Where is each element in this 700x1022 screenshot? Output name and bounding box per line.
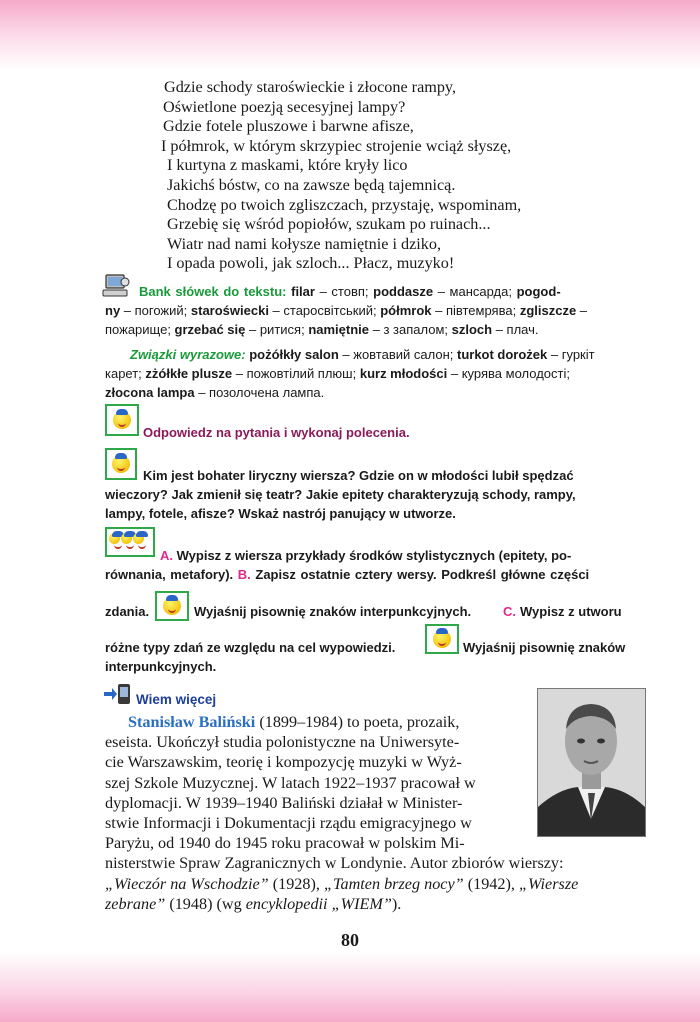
book-title: „Wieczór na Wschodzie”	[105, 874, 269, 893]
word-collocations	[105, 345, 643, 402]
source-citation: encyklopedii „WIEM”	[245, 894, 392, 913]
bio-text: (1928),	[268, 874, 324, 893]
bio-text: (1948) (wg	[165, 894, 246, 913]
vocab-translation: – погожий;	[120, 303, 191, 318]
bio-line: eseista. Ukończył studia polonistyczne na Uniwersyte-	[105, 733, 460, 752]
task-c-text: Wypisz z utworu	[520, 604, 622, 619]
wiem-wiecej-heading: Wiem więcej	[136, 692, 217, 707]
vocab-line-2	[105, 301, 643, 320]
glasses-smiley-icon	[105, 404, 139, 436]
vocab-translation: – плач.	[492, 322, 539, 337]
task-b-text: Zapisz ostatnie cztery wersy. Podkreśl główne części	[255, 567, 590, 582]
computer-icon	[102, 273, 132, 301]
task-c-text-4: interpunkcyjnych.	[105, 659, 217, 674]
vocab-line-1	[291, 284, 561, 299]
vocab-translation: – пожовтілий плюш;	[232, 366, 360, 381]
poem-line: Jakichś bóstw, co na zawsze będą tajemnicą.	[167, 175, 456, 194]
page-number: 80	[341, 930, 359, 950]
vocab-term: kurz młodości	[359, 366, 448, 381]
vocab-term: zgliszcze	[519, 303, 577, 318]
bottom-pink-band	[0, 952, 700, 1022]
poem	[160, 78, 600, 274]
bio-line: nisterstwie Spraw Zagranicznych w Londynie. Autor zbiorów wierszy:	[105, 854, 564, 873]
vocab-translation: – стовп;	[314, 284, 374, 299]
question-line: lampy, fotele, afisze? Wskaż nastrój panujący w utworze.	[105, 506, 456, 521]
vocab-term: złocona lampa	[105, 385, 195, 400]
vocab-term: szloch	[451, 322, 493, 337]
vocab-term: półmrok	[380, 303, 432, 318]
task-b-text-2: zdania.	[105, 604, 150, 619]
vocab-translation: –	[576, 303, 588, 318]
task-c-text-2: różne typy zdań ze względu na cel wypowiedzi.	[105, 640, 396, 655]
vocab-translation: пожарище;	[105, 322, 175, 337]
bio-line: cie Warszawskim, teorię i kompozycję muzyki w Wyż-	[105, 753, 462, 772]
task-a-text-2: równania, metafory).	[105, 567, 234, 582]
vocab-translation: – півтемрява;	[431, 303, 520, 318]
collocation-line-2	[105, 364, 643, 383]
vocab-term: zżółkłe plusze	[145, 366, 233, 381]
question-line: wieczory? Jak zmienił się teatr? Jakie epitety charakteryzują schody, rampy,	[105, 487, 576, 502]
top-pink-band	[0, 0, 700, 70]
vocabulary-bank-heading: Bank słówek do tekstu:	[139, 284, 287, 299]
task-a-text: Wypisz z wiersza przykłady środków stylistycznych (epitety, po-	[176, 548, 572, 563]
poem-line: I półmrok, w którym skrzypiec strojenie wciąż słyszę,	[161, 136, 512, 155]
vocab-term: filar	[291, 284, 315, 299]
bio-line: szej Szkole Muzycznej. W latach 1922–1937 pracował w	[105, 773, 476, 792]
poem-line: Wiatr nad nami kołysze namiętnie i dziko,	[167, 234, 442, 253]
tasks-heading: Odpowiedz na pytania i wykonaj polecenia.	[143, 425, 410, 440]
vocab-translation: – позолочена лампа.	[194, 385, 325, 400]
vocab-translation: – з запалом;	[369, 322, 452, 337]
phone-arrow-icon	[103, 682, 133, 706]
vocab-term: turkot dorożek	[456, 347, 548, 362]
poem-line: Chodzę po twoich zgliszczach, przystaję, wspominam,	[167, 195, 522, 214]
question-line: Kim jest bohater liryczny wiersza? Gdzie on w młodości lubił spędzać	[143, 468, 574, 483]
book-title: „Tamten brzeg nocy”	[323, 874, 464, 893]
poem-line: Oświetlone poezją secesyjnej lampy?	[163, 97, 406, 116]
vocab-term: poddasze	[373, 284, 434, 299]
thinking-smiley-icon	[155, 591, 189, 621]
vocab-term: pogod-	[516, 284, 561, 299]
book-title: „Wiersze	[518, 874, 579, 893]
vocab-term: grzebać się	[174, 322, 246, 337]
bio-text: (1942),	[463, 874, 519, 893]
vocab-translation: карет;	[105, 366, 146, 381]
vocab-term: staroświecki	[190, 303, 269, 318]
task-c-text-3: Wyjaśnij pisownię znaków	[463, 640, 626, 655]
vocab-translation: – ритися;	[245, 322, 309, 337]
vocab-term: pożółkły salon	[249, 347, 339, 362]
thinking-smiley-icon	[425, 624, 459, 654]
vocab-translation: – жовтавий салон;	[338, 347, 457, 362]
vocab-translation: – гуркіт	[547, 347, 595, 362]
bio-text: ).	[391, 894, 402, 913]
poem-line: Gdzie fotele pluszowe i barwne afisze,	[163, 117, 414, 136]
tasks-section	[105, 404, 643, 438]
vocab-translation: – курява молодості;	[447, 366, 570, 381]
author-biography	[105, 712, 578, 914]
vocab-translation: – мансарда;	[433, 284, 517, 299]
book-title: zebrane”	[105, 894, 166, 913]
bio-line: Paryżu, od 1940 do 1945 roku pracował w polskim Mi-	[105, 834, 465, 853]
collocation-line-3	[105, 383, 643, 402]
task-b-text-3: Wyjaśnij pisownię znaków interpunkcyjnych.	[194, 604, 472, 619]
task-a-label: A.	[160, 548, 173, 563]
poem-line: Grzebię się wśród popiołów, szukam po ruinach...	[167, 215, 491, 234]
vocabulary-bank	[105, 282, 643, 339]
vocab-term: namiętnie	[308, 322, 369, 337]
vocab-term: ny	[105, 303, 121, 318]
task-b-label: B.	[237, 567, 251, 582]
author-name: Stanisław Baliński	[128, 713, 256, 731]
vocab-translation: – старосвітський;	[268, 303, 381, 318]
poem-line: Gdzie schody staroświeckie i złocone rampy,	[164, 78, 457, 96]
bio-line: dyplomacji. W 1939–1940 Baliński działał w Minister-	[105, 793, 463, 812]
smiley-group-icon	[105, 527, 155, 557]
collocations-heading: Związki wyrazowe:	[130, 347, 246, 362]
task-c-label: C.	[503, 604, 516, 619]
poem-line: I opada powoli, jak szloch... Płacz, muzyko!	[167, 254, 455, 273]
poem-line: I kurtyna z maskami, które kryły lico	[167, 156, 408, 175]
vocab-line-3	[105, 320, 643, 339]
bio-line: stwie Informacji i Dokumentacji rządu emigracyjnego w	[105, 814, 472, 833]
bio-line: (1899–1984) to poeta, prozaik,	[255, 713, 460, 731]
collocation-line-1	[249, 347, 594, 362]
question-1	[105, 448, 643, 521]
